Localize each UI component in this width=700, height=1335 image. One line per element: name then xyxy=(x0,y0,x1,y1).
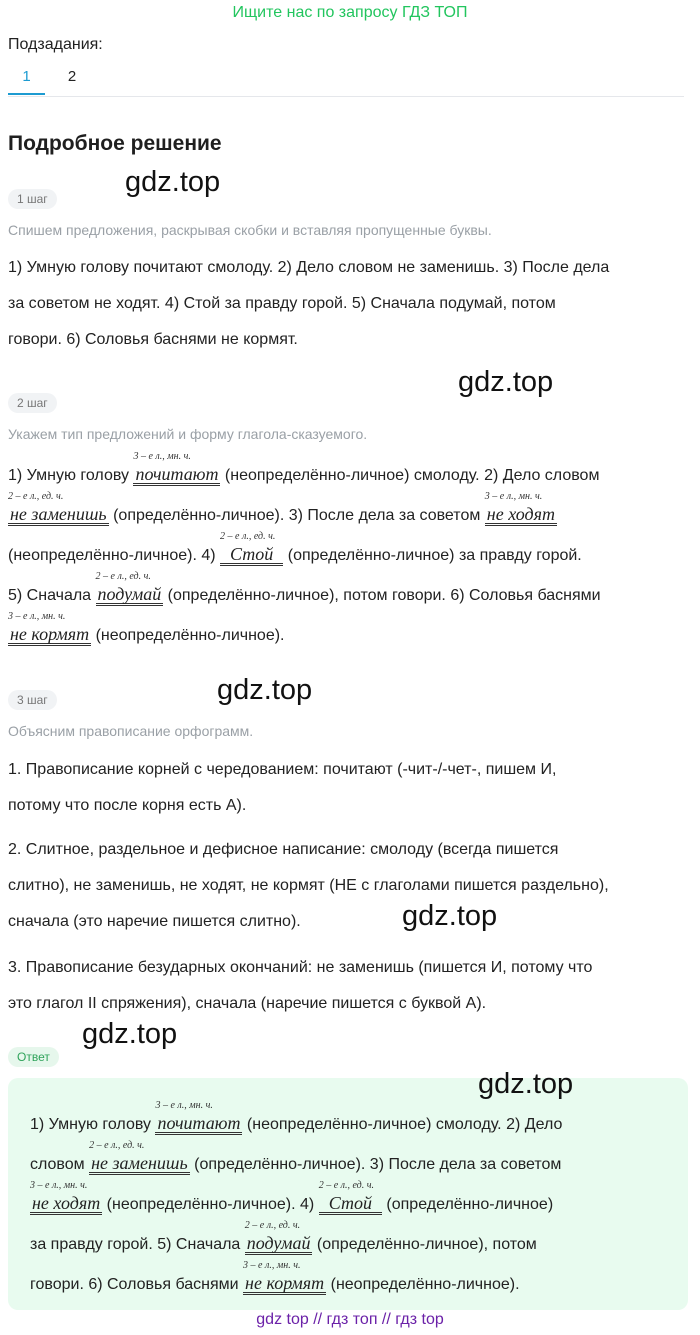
verb-note: 2 – е л., ед. ч. xyxy=(89,1140,145,1151)
predicate-verb: 2 – е л., ед. ч. не заменишь xyxy=(89,1140,188,1173)
text-line: 1) Умную голову 3 – е л., мн. ч. почитают (неопределённо-личное) смолоду. 2) Дело xyxy=(30,1100,563,1133)
subtask-tabs xyxy=(8,64,684,97)
step-badge: 3 шаг xyxy=(8,690,57,710)
text-line: 3 – е л., мн. ч. не кормят (неопределённо-личное). xyxy=(8,611,285,644)
text-line: 1. Правописание корней с чередованием: почитают (-чит-/-чет-, пишем И, xyxy=(8,761,557,778)
text-line: 2 – е л., ед. ч. не заменишь (определённо-личное). 3) После дела за советом 3 – е л., мн. ч. не ходят xyxy=(8,491,555,524)
step-badge: 1 шаг xyxy=(8,189,57,209)
active-tab-indicator xyxy=(8,93,45,95)
watermark: gdz.top xyxy=(82,1018,178,1050)
text-line: говори. 6) Соловья баснями 3 – е л., мн. ч. не кормят (неопределённо-личное). xyxy=(30,1260,520,1293)
step-hint: Объясним правописание орфограмм. xyxy=(8,723,254,739)
step-text xyxy=(8,250,692,358)
text-line: за правду горой. 5) Сначала 2 – е л., ед. ч. подумай (определённо-личное), потом xyxy=(30,1220,537,1253)
footer-links[interactable]: gdz top // гдз топ // гдз top xyxy=(256,1311,444,1328)
verb-note: 2 – е л., ед. ч. xyxy=(318,1180,375,1191)
verb-note: 3 – е л., мн. ч. xyxy=(243,1260,301,1271)
text-line: 3 – е л., мн. ч. не ходят (неопределённо-личное). 4) 2 – е л., ед. ч. Стой (определённо-личное) xyxy=(30,1180,554,1213)
text-line: 1) Умную голову 3 – е л., мн. ч. почитают (неопределённо-личное) смолоду. 2) Дело словом xyxy=(8,451,600,484)
verb-note: 3 – е л., мн. ч. xyxy=(133,451,191,462)
text-line: 1) Умную голову почитают смолоду. 2) Дело словом не заменишь. 3) После дела xyxy=(8,259,610,276)
step-hint: Укажем тип предложений и форму глагола-сказуемого. xyxy=(8,426,368,442)
watermark: gdz.top xyxy=(125,166,221,198)
predicate-verb: 3 – е л., мн. ч. не кормят xyxy=(243,1260,325,1293)
text-line: словом 2 – е л., ед. ч. не заменишь (определённо-личное). 3) После дела за советом xyxy=(30,1140,562,1173)
predicate-verb: 3 – е л., мн. ч. почитают xyxy=(133,451,219,484)
step-text xyxy=(8,451,692,656)
watermark: gdz.top xyxy=(217,674,313,706)
predicate-verb: 2 – е л., ед. ч. Стой xyxy=(319,1194,382,1215)
step-text xyxy=(8,950,692,1022)
step-hint: Спишем предложения, раскрывая скобки и вставляя пропущенные буквы. xyxy=(8,222,492,238)
text-line: (неопределённо-личное). 4) 2 – е л., ед. ч. Стой (определённо-личное) за правду горой. xyxy=(8,531,582,564)
text-line: 2. Слитное, раздельное и дефисное написание: смолоду (всегда пишется xyxy=(8,841,559,858)
predicate-verb: 3 – е л., мн. ч. не кормят xyxy=(8,611,90,644)
predicate-verb: 3 – е л., мн. ч. почитают xyxy=(155,1100,241,1133)
verb-note: 2 – е л., ед. ч. xyxy=(95,571,151,582)
promo-banner: Ищите нас по запросу ГДЗ ТОП xyxy=(232,4,468,21)
text-line: за советом не ходят. 4) Стой за правду горой. 5) Сначала подумай, потом xyxy=(8,295,556,312)
step-badge: 2 шаг xyxy=(8,393,57,413)
predicate-verb: 2 – е л., ед. ч. подумай xyxy=(95,571,162,604)
verb-note: 3 – е л., мн. ч. xyxy=(484,491,543,502)
verb-note: 3 – е л., мн. ч. xyxy=(30,1180,88,1191)
watermark: gdz.top xyxy=(478,1068,574,1100)
verb-note: 3 – е л., мн. ч. xyxy=(8,611,66,622)
section-title: Подробное решение xyxy=(8,132,222,155)
verb-note: 2 – е л., ед. ч. xyxy=(244,1220,301,1231)
step-text xyxy=(8,752,692,824)
verb-note: 2 – е л., ед. ч. xyxy=(220,531,276,542)
verb-note: 2 – е л., ед. ч. xyxy=(8,491,64,502)
answer-text xyxy=(30,1100,670,1305)
verb-note: 3 – е л., мн. ч. xyxy=(155,1100,213,1111)
predicate-verb: 3 – е л., мн. ч. не ходят xyxy=(484,491,555,524)
predicate-verb: 2 – е л., ед. ч. не заменишь xyxy=(8,491,107,524)
watermark: gdz.top xyxy=(402,900,498,932)
subtasks-label: Подзадания: xyxy=(8,36,103,53)
predicate-verb: 2 – е л., ед. ч. подумай xyxy=(244,1220,311,1253)
answer-badge: Ответ xyxy=(8,1047,59,1067)
tab-subtask-2[interactable]: 2 xyxy=(67,68,77,85)
step-text xyxy=(8,832,692,940)
predicate-verb: 3 – е л., мн. ч. не ходят xyxy=(30,1180,101,1213)
tab-subtask-1[interactable]: 1 xyxy=(22,68,31,85)
text-line: сначала (это наречие пишется слитно). xyxy=(8,913,301,930)
text-line: это глагол II спряжения), сначала (наречие пишется с буквой А). xyxy=(8,995,487,1012)
text-line: 3. Правописание безударных окончаний: не заменишь (пишется И, потому что xyxy=(8,959,593,976)
predicate-verb: 2 – е л., ед. ч. Стой xyxy=(220,545,283,566)
text-line: слитно), не заменишь, не ходят, не кормят (НЕ с глаголами пишется раздельно), xyxy=(8,877,609,894)
text-line: потому что после корня есть А). xyxy=(8,797,247,814)
watermark: gdz.top xyxy=(458,366,554,398)
text-line: говори. 6) Соловья баснями не кормят. xyxy=(8,331,298,348)
text-line: 5) Сначала 2 – е л., ед. ч. подумай (определённо-личное), потом говори. 6) Соловья баснями xyxy=(8,571,601,604)
